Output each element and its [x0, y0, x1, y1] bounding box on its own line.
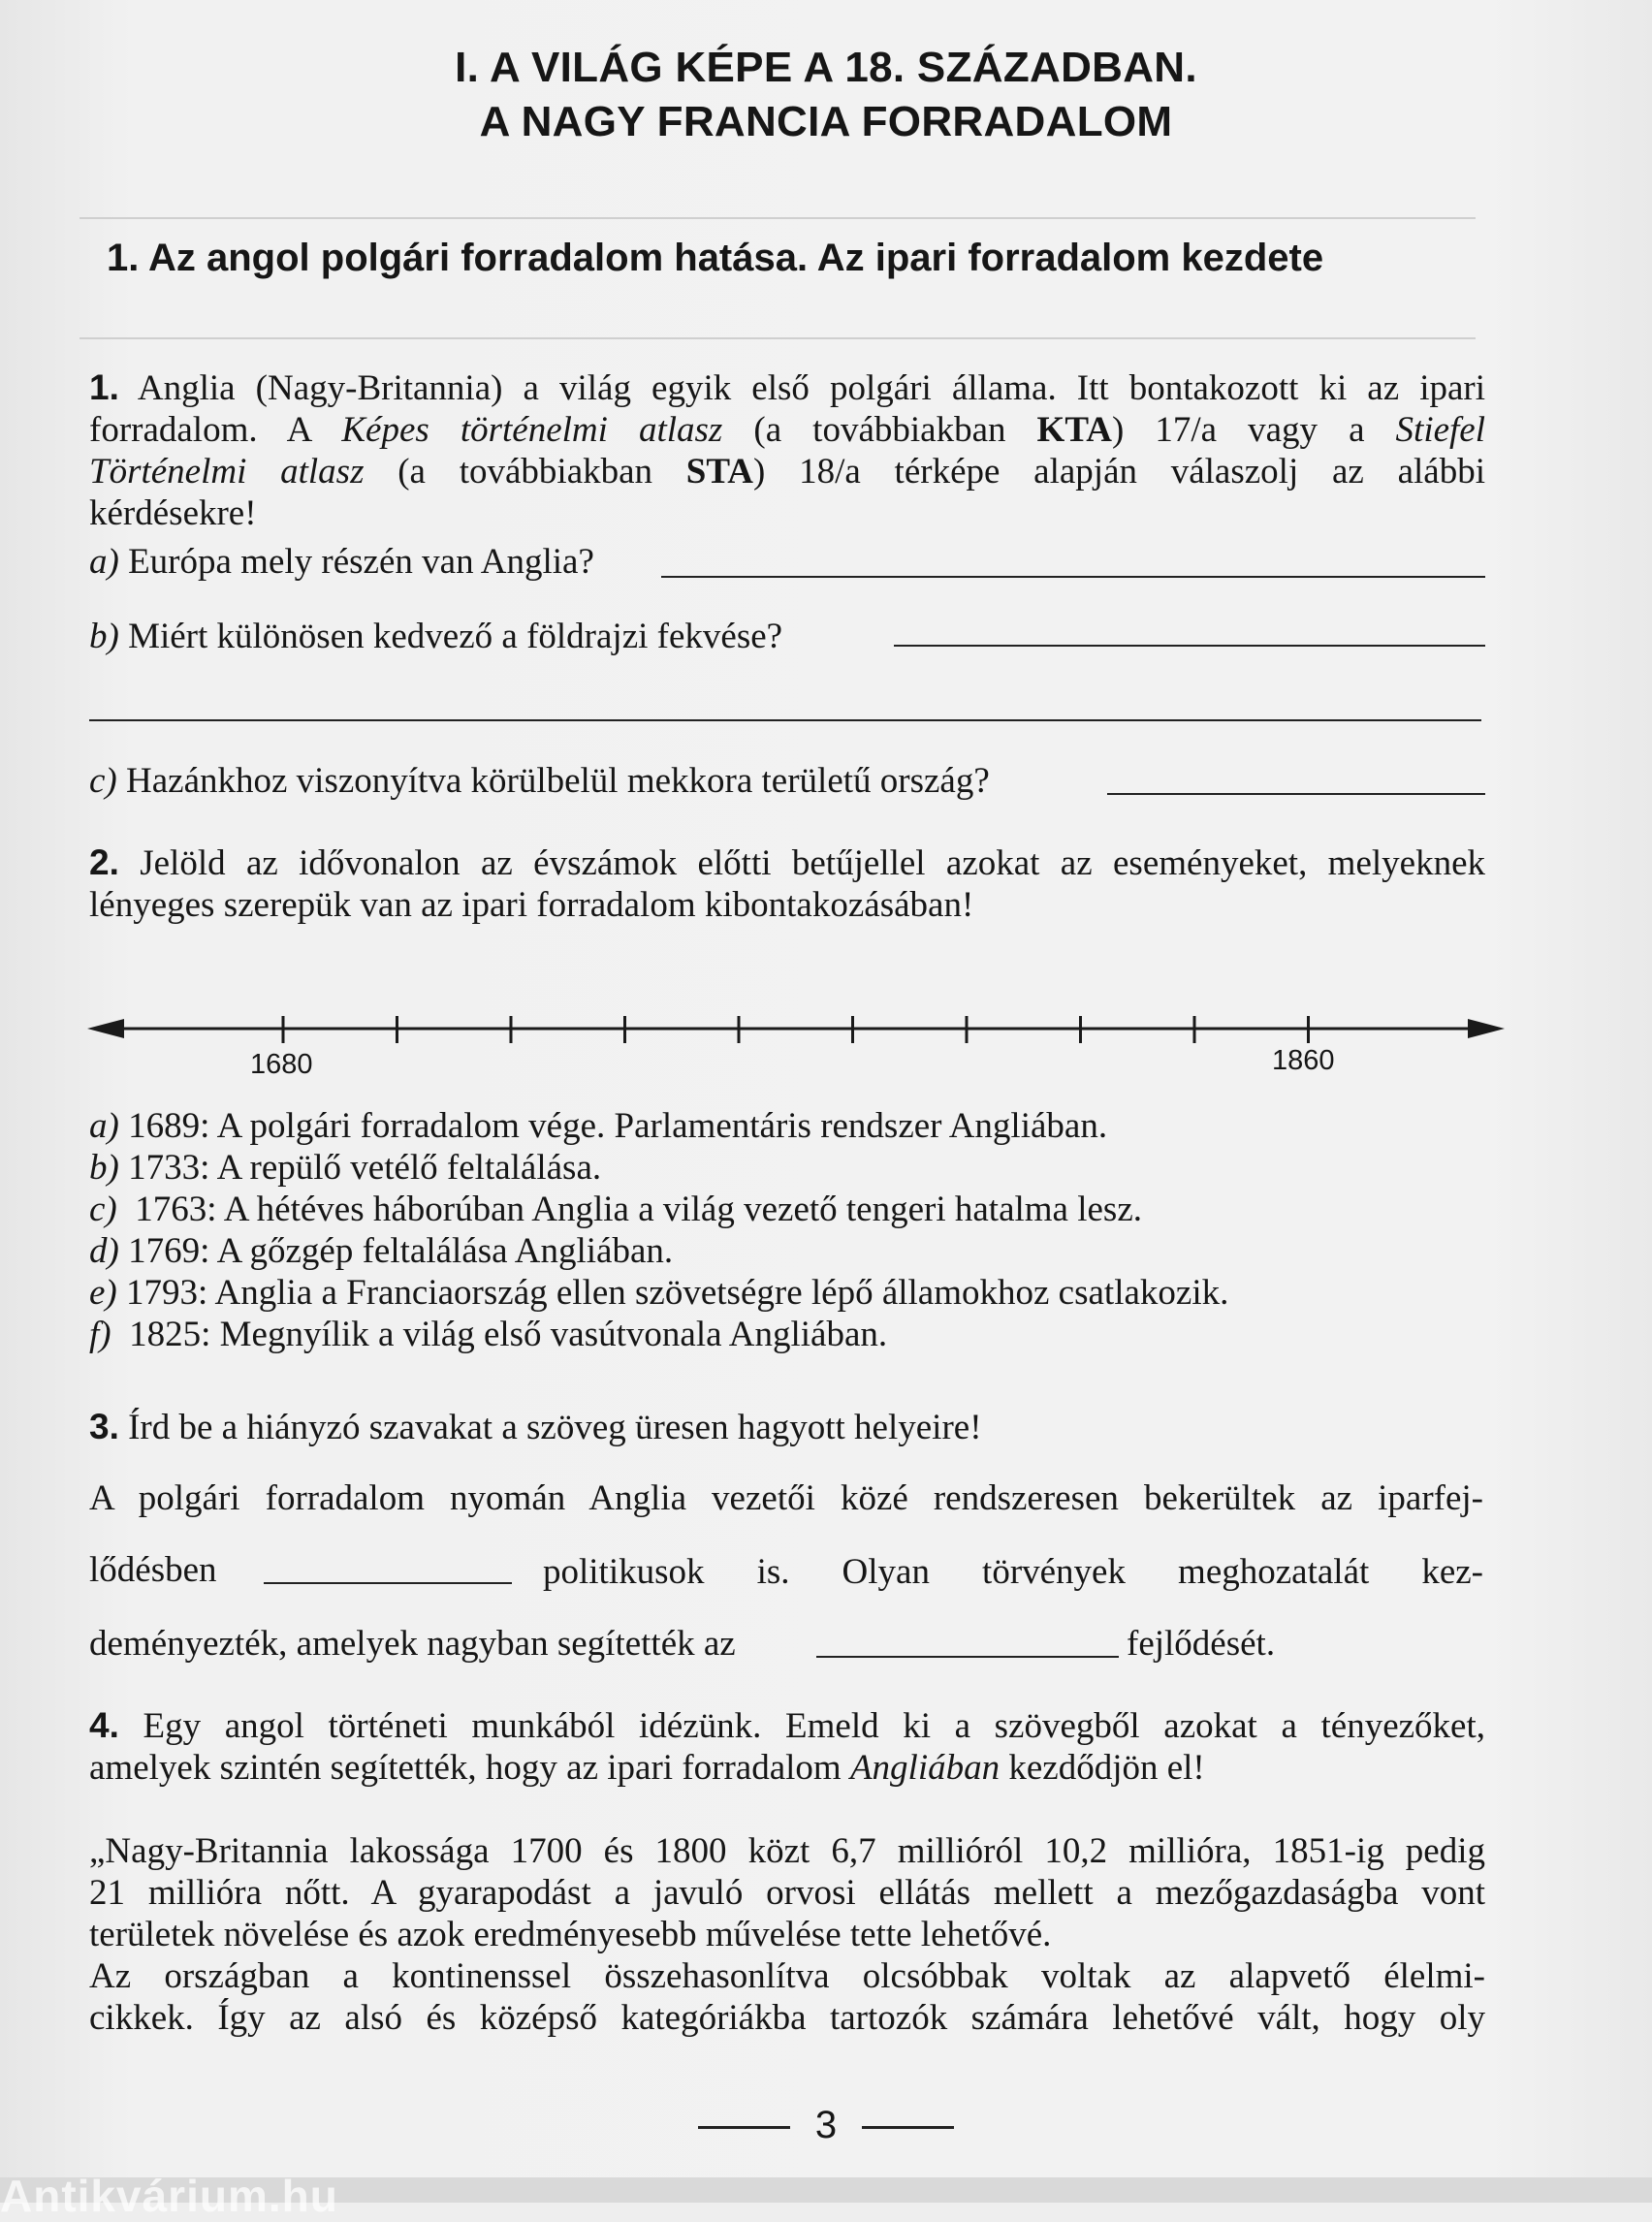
item-text: 1825: Megnyílik a világ első vasútvonala Angliában. — [111, 1315, 888, 1354]
event-item — [89, 1230, 1228, 1272]
chapter-title — [0, 41, 1652, 149]
event-item — [89, 1105, 1228, 1147]
question-1a — [89, 541, 594, 583]
quote-line: cikkek. Így az alsó és középső kategóriákba tartozók számára lehetővé vált, hogy oly — [89, 1998, 1485, 2038]
answer-line-1c[interactable] — [1107, 793, 1485, 795]
item-text: 1733: A repülő vetélő feltalálása. — [118, 1148, 602, 1188]
watermark: Antikvárium.hu — [0, 2171, 338, 2221]
quote-line: területek növelése és azok eredményesebb művelése tette lehetővé. — [89, 1915, 1052, 1954]
text-line: (a továbbiakban — [722, 410, 1037, 450]
question-number: 4. — [89, 1705, 119, 1745]
quote-line: „Nagy-Britannia lakossága 1700 és 1800 közt 6,7 millióról 10,2 millióra, 1851-ig pedig — [89, 1831, 1485, 1871]
question-1b — [89, 616, 782, 657]
event-list — [89, 1105, 1228, 1355]
event-item — [89, 1147, 1228, 1189]
emphasis: Angliában — [849, 1748, 1001, 1788]
question-2 — [89, 841, 1485, 926]
item-letter: b) — [89, 1148, 119, 1188]
atlas-title: Stiefel — [1395, 410, 1486, 450]
q3-line-2: politikusok is. Olyan törvények meghozatalát kez- — [543, 1552, 1483, 1592]
item-letter: a) — [89, 1106, 119, 1146]
event-item — [89, 1272, 1228, 1314]
q3-line-3-end: fejlődését. — [1127, 1624, 1276, 1664]
quote-line: 21 millióra nőtt. A gyarapodást a javuló orvosi ellátás mellett a mezőgazdaságba vont — [89, 1873, 1485, 1913]
question-number: 3. — [89, 1407, 119, 1446]
question-1c — [89, 760, 990, 802]
item-text: Hazánkhoz viszonyítva körülbelül mekkora területű ország? — [116, 761, 990, 801]
page-number-dash — [862, 2126, 954, 2129]
fill-blank-2[interactable] — [816, 1656, 1119, 1658]
text-line: kezdődjön el! — [1000, 1748, 1205, 1788]
fill-blank-1[interactable] — [264, 1582, 512, 1584]
item-letter: d) — [89, 1231, 119, 1271]
text-line: Anglia (Nagy-Britannia) a világ egyik első polgári állama. Itt bontakozott ki az ipari — [137, 368, 1485, 408]
abbreviation: KTA — [1036, 410, 1112, 450]
text-line: Jelöld az idővonalon az évszámok előtti betűjellel azokat az eseményeket, melyeknek — [140, 843, 1485, 883]
item-letter: a) — [89, 542, 119, 582]
atlas-title: Képes történelmi atlasz — [341, 410, 723, 450]
divider — [79, 337, 1476, 339]
text-line: forradalom. A — [89, 410, 342, 450]
page-number-dash — [698, 2126, 790, 2129]
item-letter: c) — [89, 1190, 117, 1229]
text-line: Egy angol történeti munkából idézünk. Emeld ki a szövegből azokat a tényezőket, — [143, 1706, 1485, 1746]
item-text: 1793: Anglia a Franciaország ellen szövetségre lépő államokhoz csatlakozik. — [116, 1273, 1229, 1313]
q3-word-1: lődésben — [89, 1550, 217, 1590]
quote-passage — [89, 1830, 1485, 2039]
q3-line-3: deményezték, amelyek nagyban segítették az — [89, 1624, 736, 1664]
question-number: 2. — [89, 842, 119, 882]
answer-line-1b[interactable] — [894, 645, 1485, 647]
question-number: 1. — [89, 367, 119, 407]
item-text: Miért különösen kedvező a földrajzi fekvése? — [118, 617, 783, 656]
page-number — [0, 2104, 1652, 2147]
question-3-title — [89, 1406, 982, 1448]
q3-line-1: A polgári forradalom nyomán Anglia vezetői közé rendszeresen bekerültek az iparfej- — [89, 1478, 1483, 1518]
text-line: amelyek szintén segítették, hogy az ipari forradalom — [89, 1748, 850, 1788]
chapter-title-line2: A NAGY FRANCIA FORRADALOM — [479, 98, 1173, 145]
event-item — [89, 1314, 1228, 1355]
item-letter: c) — [89, 761, 117, 801]
item-text: 1763: A hétéves háborúban Anglia a világ vezető tengeri hatalma lesz. — [116, 1190, 1142, 1229]
text-line: ) 18/a térképe alapján válaszolj az alábbi — [753, 452, 1485, 492]
item-text: 1689: A polgári forradalom vége. Parlamentáris rendszer Angliában. — [118, 1106, 1108, 1146]
timeline-start-label: 1680 — [250, 1049, 313, 1080]
text-line: lényeges szerepük van az ipari forradalom kibontakozásában! — [89, 885, 974, 925]
event-item — [89, 1189, 1228, 1230]
timeline-arrow-right — [1468, 1019, 1505, 1038]
quote-line: Az országban a kontinenssel összehasonlítva olcsóbbak voltak az alapvető élelmi- — [89, 1956, 1485, 1996]
section-title: 1. Az angol polgári forradalom hatása. Az ipari forradalom kezdete — [107, 237, 1324, 279]
answer-line-1a[interactable] — [661, 576, 1485, 578]
item-text: Európa mely részén van Anglia? — [118, 542, 594, 582]
question-4 — [89, 1704, 1485, 1789]
question-1 — [89, 366, 1485, 534]
page-number-value: 3 — [814, 2104, 838, 2146]
divider — [79, 217, 1476, 219]
atlas-title: Történelmi atlasz — [89, 452, 365, 492]
text-line: ) 17/a vagy a — [1111, 410, 1396, 450]
text-line: Írd be a hiányzó szavakat a szöveg üresen hagyott helyeire! — [128, 1408, 982, 1447]
timeline-end-label: 1860 — [1272, 1045, 1335, 1076]
answer-line-1b-2[interactable] — [89, 719, 1481, 721]
item-letter: e) — [89, 1273, 117, 1313]
chapter-title-line1: I. A VILÁG KÉPE A 18. SZÁZADBAN. — [455, 44, 1197, 91]
text-line: kérdésekre! — [89, 493, 257, 533]
abbreviation: STA — [685, 452, 754, 492]
timeline-arrow-left — [87, 1019, 124, 1038]
item-text: 1769: A gőzgép feltalálása Angliában. — [118, 1231, 674, 1271]
item-letter: f) — [89, 1315, 111, 1354]
item-letter: b) — [89, 617, 119, 656]
text-line: (a továbbiakban — [364, 452, 686, 492]
